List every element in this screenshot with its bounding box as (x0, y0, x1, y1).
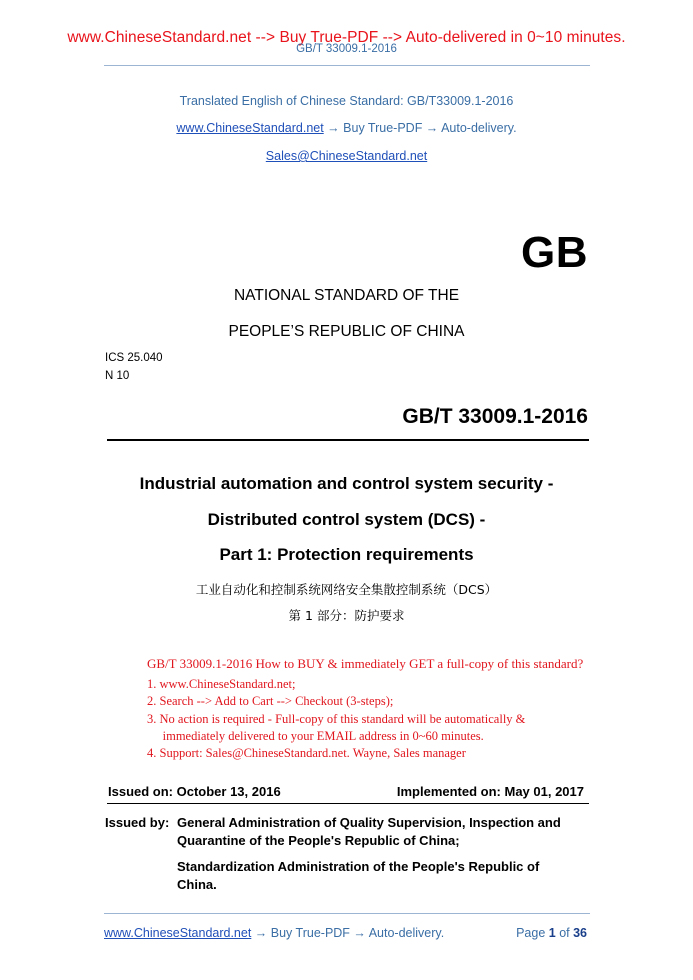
buy-suffix: → Buy True-PDF → Auto-delivery. (323, 121, 517, 135)
national-line-2: PEOPLE’S REPUBLIC OF CHINA (228, 323, 465, 340)
purchase-steps (147, 676, 525, 762)
header-doc-id: GB/T 33009.1-2016 (296, 43, 397, 55)
purchase-step: 2. Search --> Add to Cart --> Checkout (3-steps); (147, 694, 394, 709)
email-link[interactable]: Sales@ChineseStandard.net (265, 149, 428, 163)
footer-site-link[interactable]: www.ChineseStandard.net (104, 926, 252, 940)
purchase-step: 3. No action is required - Full-copy of this standard will be automatically & (147, 711, 526, 726)
footer (104, 926, 590, 940)
translated-note: Translated English of Chinese Standard: GB/T33009.1-2016 (179, 94, 514, 108)
header-divider (104, 65, 590, 66)
chinese-part: 第 1 部分：防护要求 (288, 608, 405, 623)
implemented-date: Implemented on: May 01, 2017 (396, 784, 584, 799)
title-line-3: Part 1: Protection requirements (219, 545, 474, 564)
ics-code: ICS 25.040 (105, 352, 163, 364)
issued-by-block (105, 814, 591, 894)
footer-divider (104, 913, 590, 914)
page-indicator: Page 1 of 36 (516, 926, 587, 940)
purchase-step: immediately delivered to your EMAIL address in 0~60 minutes. (147, 728, 484, 743)
purchase-step: 4. Support: Sales@ChineseStandard.net. Wayne, Sales manager (147, 746, 466, 761)
dates-row (108, 784, 588, 799)
site-link[interactable]: www.ChineseStandard.net (176, 121, 324, 135)
title-rule (107, 439, 589, 441)
purchase-step: 1. www.ChineseStandard.net; (147, 677, 296, 691)
org2-line2: China. (177, 877, 217, 892)
title-line-1: Industrial automation and control system security - (139, 474, 554, 493)
n-code: N 10 (105, 370, 130, 382)
standard-number: GB/T 33009.1-2016 (402, 405, 588, 428)
buy-line (0, 121, 693, 135)
org2-line1: Standardization Administration of the People's Republic of (177, 859, 540, 874)
footer-suffix: → Buy True-PDF → Auto-delivery. (251, 926, 445, 940)
purchase-heading: GB/T 33009.1-2016 How to BUY & immediately GET a full-copy of this standard? (147, 656, 584, 671)
dates-rule (107, 803, 589, 804)
email-line (0, 149, 693, 163)
title-line-2: Distributed control system (DCS) - (207, 510, 486, 529)
org1-line2: Quarantine of the People's Republic of China; (177, 833, 460, 848)
issued-date: Issued on: October 13, 2016 (108, 784, 281, 799)
chinese-title: 工业自动化和控制系统网络安全集散控制系统（DCS） (195, 582, 498, 597)
gb-mark: GB (521, 228, 588, 277)
org1-line1: General Administration of Quality Supervision, Inspection and (177, 815, 561, 830)
top-banner[interactable]: www.ChineseStandard.net --> Buy True-PDF --> Auto-delivered in 0~10 minutes. (67, 29, 626, 46)
national-line-1: NATIONAL STANDARD OF THE (233, 287, 460, 304)
issued-by-label: Issued by: (105, 815, 170, 830)
